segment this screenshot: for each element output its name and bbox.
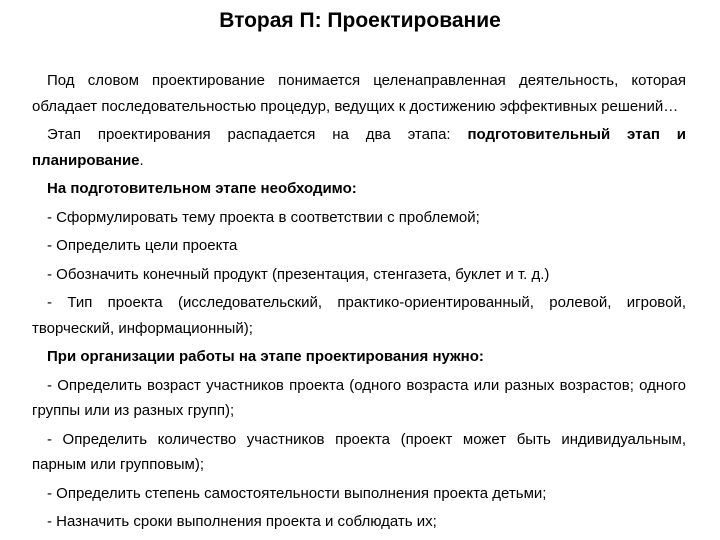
stages-paragraph [32,122,686,173]
slide-title: Вторая П: Проектирование [219,9,501,32]
organization-item: - Назначить сроки выполнения проекта и соблюдать их; [47,513,437,530]
stages-lead-text: Этап проектирования распадается на два этапа: [47,126,451,143]
preparatory-item: - Сформулировать тему проекта в соответствии с проблемой; [47,208,480,226]
stages-bold-text: подготовительный этап и планирование [32,126,687,169]
preparatory-item: - Обозначить конечный продукт (презентация, стенгазета, буклет и т. д.) [47,265,550,283]
intro-paragraph: Под словом проектирование понимается целенаправленная деятельность, которая обладает последовательностью процедур, ведущих к достижению эффективных решений… [32,72,686,115]
preparatory-item: - Определить цели проекта [47,237,238,254]
preparatory-item: - Тип проекта (исследовательский, практико-ориентированный, ролевой, игровой, творческий, информационный); [32,294,686,337]
stages-end-text: . [139,151,144,169]
organization-heading: При организации работы на этапе проектирования нужно: [47,348,484,365]
organization-item: - Определить возраст участников проекта (одного возраста или разных возрастов; одного группы или из разных групп); [32,376,686,419]
slide-body [32,68,686,538]
preparatory-heading: На подготовительном этапе необходимо: [47,180,357,197]
organization-item: - Определить количество участников проекта (проект может быть индивидуальным, парным или групповым); [32,430,686,473]
organization-item: - Определить степень самостоятельности выполнения проекта детьми; [47,484,547,502]
